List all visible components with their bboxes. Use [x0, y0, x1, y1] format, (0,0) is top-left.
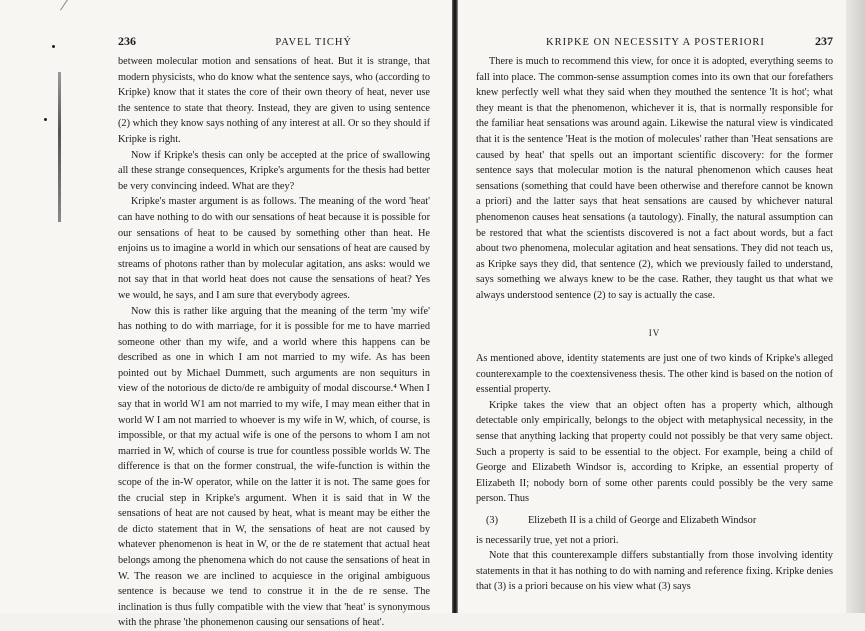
example-number: (3)	[486, 515, 499, 527]
speck-dot	[52, 45, 55, 48]
example-3	[486, 513, 833, 529]
left-paragraph-4: Now this is rather like arguing that the meaning of the term 'my wife' has nothing to do with marriage, for it is possible for me to have married someone other than my wife, and a world where this happens can be described as one in which I am not married to my wife. As has been pointed out by Michael Dummett, such arguments are non sequiturs in view of the notorious de dicto/de re ambiguity of modal discourse.⁴ When I say that in world W1 am not married to my wife, I may mean either that in world W I am not married to whoever is my wife in W, which, of course, is impossible, or that my actual wife is one of the persons to whom I am not married in W, which of course is true for countless possible worlds W. The difference is that on the former construal, the wife-function is within the scope of the in-W operator, while on the latter it is not. The same goes for the crucial step in Kripke's argument. When it is said that in W the sensations of heat are not caused by heat, what is meant may be either the de dicto statement that in W, the sensations of heat are not caused by whatever phenomenon is heat in W, or the de re statement that actual heat belongs among the phenomena which do not cause the sensations of heat in W. The reason we are inclined to acquiesce in the original ambiguous sentence is because we tend to construe it in the de re sense. The inclination is thus fully compatible with the view that 'heat' is synonymous with the phrase 'the phonemenon causing our sensations of heat'.	[118, 305, 430, 629]
left-page-header	[118, 34, 430, 54]
left-paragraph-2: Now if Kripke's thesis can only be accepted at the price of swallowing all these strange consequences, Kripke's arguments for the thesis had better be very convincing indeed. What are they?	[118, 149, 430, 192]
right-paragraph-2: As mentioned above, identity statements are just one of two kinds of Kripke's alleged counterexample to the coextensiveness thesis. The other kind is based on the notion of essential property.	[476, 353, 833, 396]
right-paragraph-4: is necessarily true, yet not a priori.	[476, 534, 619, 546]
left-paragraph-3: Kripke's master argument is as follows. The meaning of the word 'heat' can have nothing to do with our sensations of heat because it is possible for our sensations of heat to be caused by something other than heat. He enjoins us to imagine a world in which our sensations of heat are caused by streams of photons rather than by molecular agitation, ans asks: would we not say that in that world heat does not cause the sensations of heat? Yes we would, he says, and I am sure that everybody agrees.	[118, 196, 430, 301]
right-page-number: 237	[814, 34, 833, 48]
speck-dot	[44, 118, 47, 121]
right-page-header	[476, 34, 833, 54]
left-paragraph-1: between molecular motion and sensations of heat. But it is strange, that modern physicists, who do know what the sentence says, who (according to Kripke) know that it states the core of their own theory of heat, never use the sentence to state that theory. Instead, they are given to using sentence (2) which they know says nothing of any interest at all. Or so they should if Kripke is right.	[118, 56, 430, 145]
section-number: IV	[648, 327, 661, 338]
left-page-number: 236	[118, 34, 136, 48]
right-paragraph-1: There is much to recommend this view, for once it is adopted, everything seems to fall into place. The common-sense assumption comes into its own that our forefathers knew perfectly well what they said when they mouthed the sentence 'It is hot'; what they meant is that the phenomenon, whichever it is, that is normally responsible for the familiar heat sensations was around again. Likewise the natural view is vindicated that it is the sentence 'Heat is the motion of molecules' rather than 'Heat sensations are caused by heat' that spells out an important scientific discovery: for the former sentence says that molecular motion is the natural phenomenon which causes heat sensations (something that could have been otherwise and therefore cannot be known a priori) and the latter says that heat sensations are caused by whichever natural phenomenon causes heat sensations (a tautology). Finally, the natural assumption can be restored that what the scientists discovered is not a fact about words, but a fact about two phenomena, molecular agitation and heat sensations. They did not teach us, as Kripke says they did, that sentence (2), which we previously failed to understand, says something we always knew to be the case. Rather, they taught us that what we always understood sentence (2) to say is actually the case.	[476, 56, 833, 301]
example-text: Elizebeth II is a child of George and Elizabeth Windsor	[528, 515, 757, 527]
right-page-edge	[846, 0, 865, 613]
right-page-body	[476, 54, 833, 595]
left-page-body	[118, 54, 430, 631]
right-paragraph-3: Kripke takes the view that an object often has a property which, although detectable only empirically, belongs to the object with metaphysical necessity, in the sense that anything lacking that property could not possibly be that very same object. Such a property is said to be essential to the object. For example, being a child of George and Elizabeth Windsor is, according to Kripke, an essential property of Elizabeth II; nobody born of some other parents could possibly be the very same person. Thus	[476, 399, 833, 505]
right-running-head: KRIPKE ON NECESSITY A POSTERIORI	[546, 37, 765, 48]
right-page	[458, 0, 865, 613]
left-margin-mark	[58, 72, 61, 222]
left-running-head: PAVEL TICHÝ	[275, 37, 352, 48]
right-paragraph-5: Note that this counterexample differs substantially from those involving identity statements in that it has nothing to do with naming and reference fixing. Kripke denies that (3) is a priori because on his view what (3) says	[476, 550, 833, 593]
